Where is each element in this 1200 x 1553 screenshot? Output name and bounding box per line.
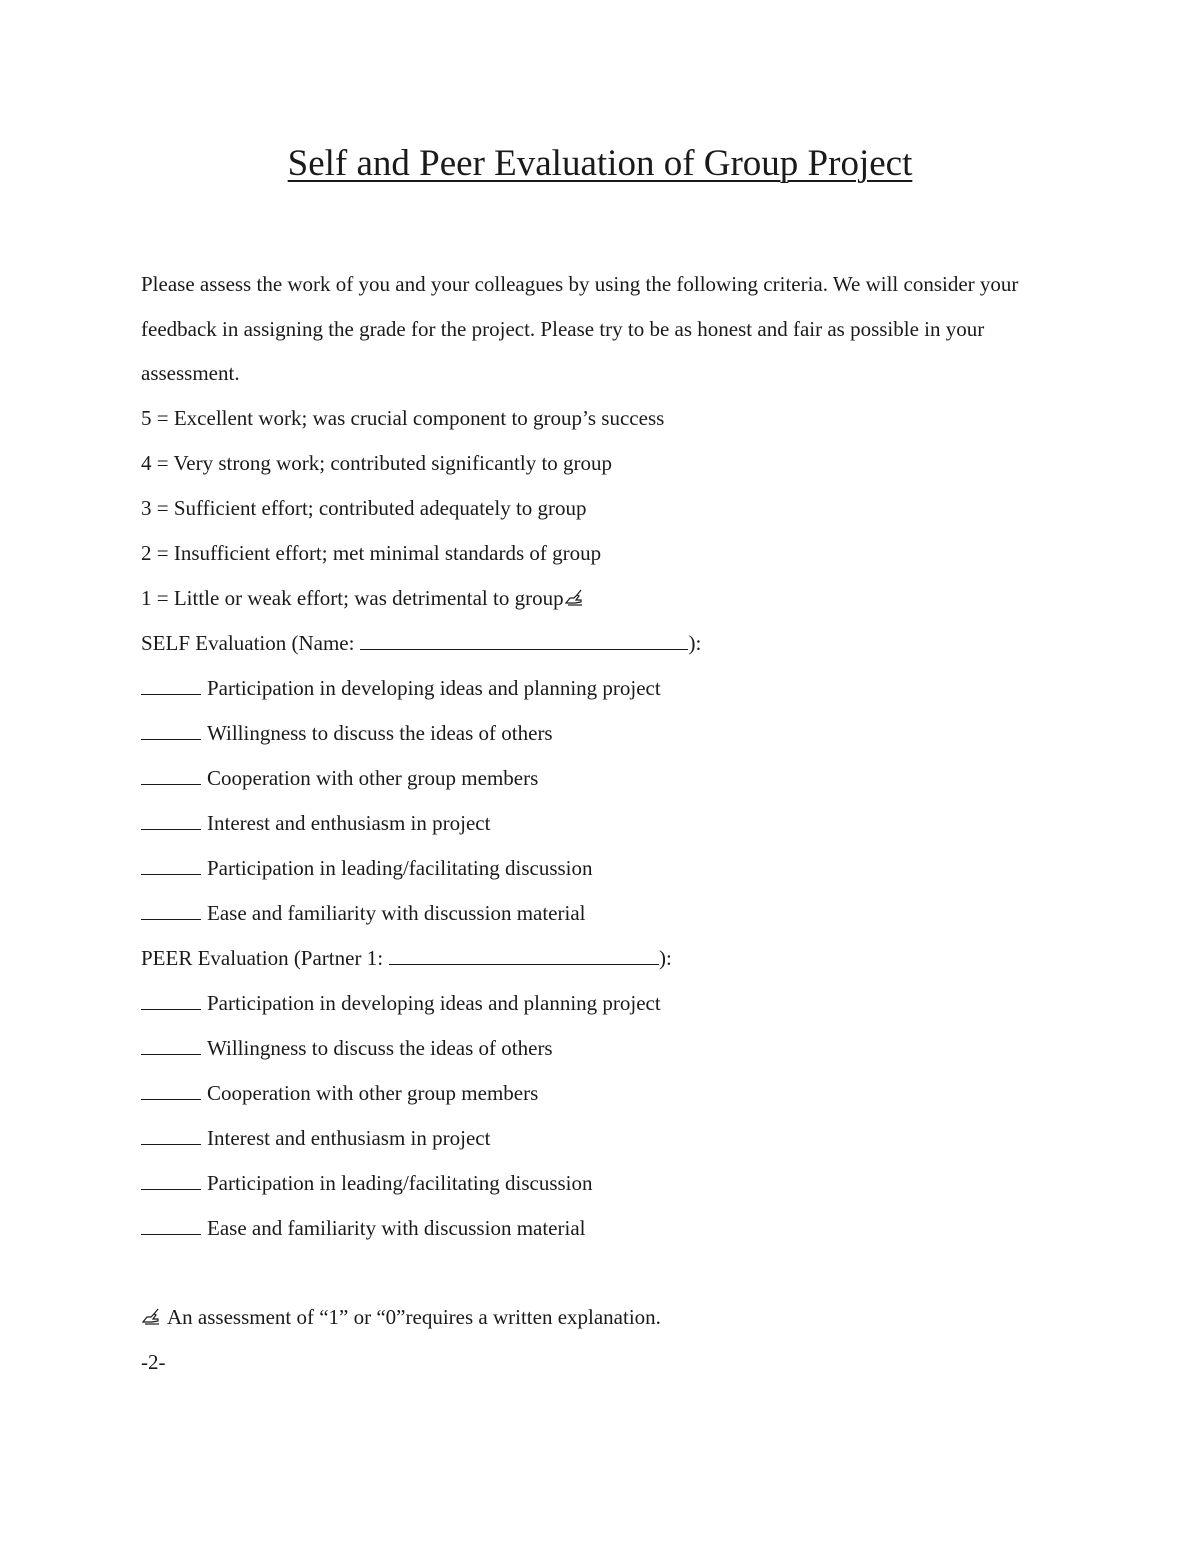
criterion-label: Interest and enthusiasm in project <box>207 810 491 835</box>
criterion-label: Participation in leading/facilitating discussion <box>207 1170 593 1195</box>
writing-hand-icon <box>141 1308 161 1326</box>
peer-heading-suffix: ): <box>659 945 672 970</box>
scale-item-3: 3 = Sufficient effort; contributed adequately to group <box>141 495 587 520</box>
peer-evaluation-section <box>141 936 1071 1251</box>
self-score-blank[interactable] <box>141 719 201 740</box>
self-criterion-row <box>141 891 1071 936</box>
scale-item-4: 4 = Very strong work; contributed significantly to group <box>141 450 613 475</box>
peer-score-blank[interactable] <box>141 1124 201 1145</box>
criterion-label: Participation in leading/facilitating discussion <box>207 855 593 880</box>
criterion-label: Cooperation with other group members <box>207 765 539 790</box>
rating-scale <box>141 396 1071 621</box>
self-score-blank[interactable] <box>141 854 201 875</box>
criterion-label: Ease and familiarity with discussion material <box>207 1215 586 1240</box>
scale-item-5: 5 = Excellent work; was crucial component to group’s success <box>141 405 665 430</box>
peer-score-blank[interactable] <box>141 1169 201 1190</box>
intro-paragraph: Please assess the work of you and your colleagues by using the following criteria. We will consider your feedback in assigning the grade for the project. Please try to be as honest and fair as possible in your assessment. <box>141 272 1019 385</box>
scale-item-1 <box>141 576 1071 621</box>
self-evaluation-heading <box>141 621 1071 666</box>
self-criterion-row <box>141 756 1071 801</box>
self-criterion-row <box>141 846 1071 891</box>
self-score-blank[interactable] <box>141 899 201 920</box>
peer-criterion-row <box>141 1026 1071 1071</box>
document-body <box>141 262 1071 1385</box>
self-name-field[interactable] <box>360 629 688 650</box>
criterion-label: Participation in developing ideas and planning project <box>207 675 661 700</box>
peer-criterion-row <box>141 1161 1071 1206</box>
writing-hand-icon <box>564 589 584 607</box>
criterion-label: Cooperation with other group members <box>207 1080 539 1105</box>
peer-score-blank[interactable] <box>141 989 201 1010</box>
criterion-label: Interest and enthusiasm in project <box>207 1125 491 1150</box>
footnote <box>141 1295 1071 1340</box>
self-score-blank[interactable] <box>141 674 201 695</box>
peer-evaluation-heading <box>141 936 1071 981</box>
self-criterion-row <box>141 801 1071 846</box>
self-heading-label: SELF Evaluation (Name: <box>141 630 355 655</box>
criterion-label: Ease and familiarity with discussion material <box>207 900 586 925</box>
footnote-text: An assessment of “1” or “0”requires a written explanation. <box>167 1304 661 1329</box>
section-spacer <box>141 1251 1071 1295</box>
criterion-label: Participation in developing ideas and planning project <box>207 990 661 1015</box>
peer-score-blank[interactable] <box>141 1079 201 1100</box>
self-heading-suffix: ): <box>688 630 702 655</box>
peer-criterion-row <box>141 1116 1071 1161</box>
peer-criterion-row <box>141 1206 1071 1251</box>
self-criterion-row <box>141 666 1071 711</box>
partner-name-field[interactable] <box>389 944 659 965</box>
page-number: -2- <box>141 1349 166 1374</box>
peer-score-blank[interactable] <box>141 1214 201 1235</box>
criterion-label: Willingness to discuss the ideas of others <box>207 1035 553 1060</box>
peer-criterion-row <box>141 981 1071 1026</box>
peer-heading-label: PEER Evaluation (Partner 1: <box>141 945 384 970</box>
self-criterion-row <box>141 711 1071 756</box>
peer-criterion-row <box>141 1071 1071 1116</box>
self-score-blank[interactable] <box>141 764 201 785</box>
page-title: Self and Peer Evaluation of Group Project <box>287 143 913 184</box>
self-evaluation-section <box>141 621 1071 936</box>
scale-item-2: 2 = Insufficient effort; met minimal standards of group <box>141 540 602 565</box>
criterion-label: Willingness to discuss the ideas of others <box>207 720 553 745</box>
self-score-blank[interactable] <box>141 809 201 830</box>
scale-item-1-text: 1 = Little or weak effort; was detrimental to group <box>141 585 564 610</box>
peer-score-blank[interactable] <box>141 1034 201 1055</box>
